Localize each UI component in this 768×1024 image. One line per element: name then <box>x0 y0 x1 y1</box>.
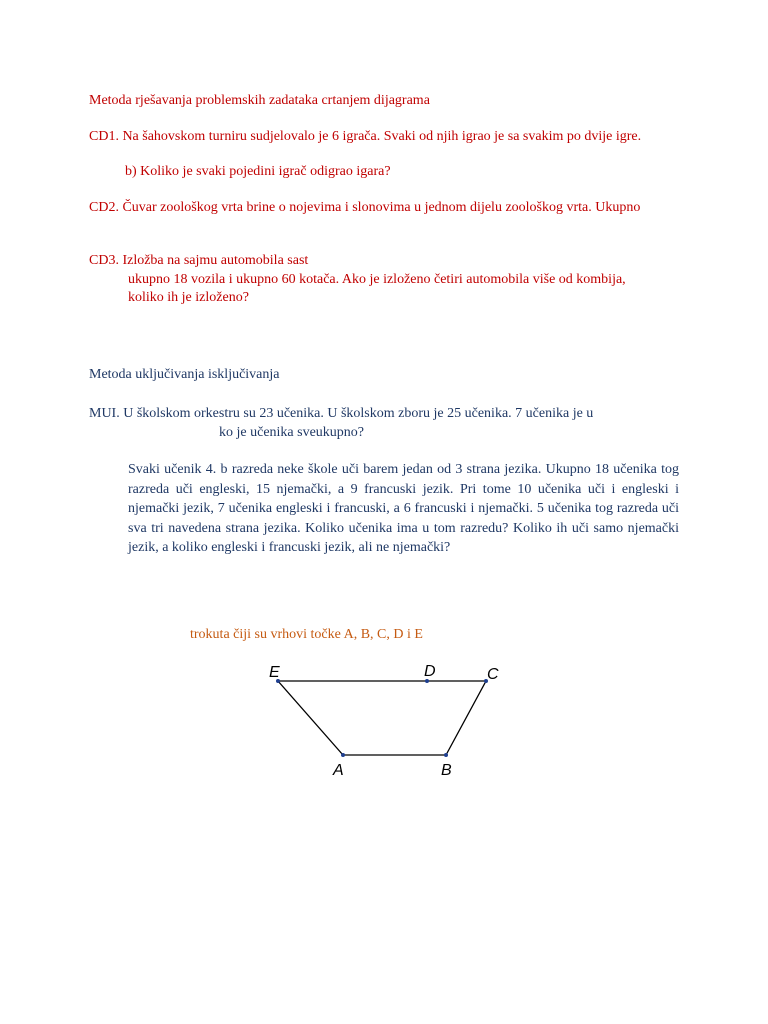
point-b <box>444 753 448 757</box>
problem-cd2: CD2. Čuvar zoološkog vrta brine o nojevima i slonovima u jednom dijelu zoološkog vrta. Ukupno <box>89 200 641 215</box>
label-e: E <box>269 664 280 681</box>
problem-cd3-line-1: CD3. Izložba na sajmu automobila sast <box>89 253 309 268</box>
trapezoid-outline <box>278 681 486 755</box>
problem-mui-line-2: ko je učenika sveukupno? <box>219 425 365 440</box>
section-heading-diagram-method: Metoda rješavanja problemskih zadataka crtanjem dijagrama <box>89 93 430 108</box>
label-a: A <box>333 762 344 779</box>
label-d: D <box>424 663 436 680</box>
triangles-caption: trokuta čiji su vrhovi točke A, B, C, D i E <box>190 627 423 642</box>
section-heading-inclusion-exclusion: Metoda uključivanja isključivanja <box>89 367 280 382</box>
label-b: B <box>441 762 452 779</box>
problem-cd3-line-2: ukupno 18 vozila i ukupno 60 kotača. Ako je izloženo četiri automobila više od kombija, <box>128 272 626 287</box>
problem-languages-paragraph: Svaki učenik 4. b razreda neke škole uči barem jedan od 3 strana jezika. Ukupno 18 učenika tog razreda uči engleski, 15 njemački, a 9 francuski jezik. Pri tome 10 učenika uči i engleski i njemački jezik, 7 učenika engleski i francuski, a 6 francuski i njemački. 5 učenika tog razreda uči sva tri navedena strana jezika. Koliko učenika ima u tom razredu? Koliko ih uči samo njemački jezik, a koliko engleski i francuski jezik, ali ne njemački? <box>128 462 679 555</box>
problem-mui-line-1: MUI. U školskom orkestru su 23 učenika. U školskom zboru je 25 učenika. 7 učenika je u <box>89 406 594 421</box>
point-a <box>341 753 345 757</box>
problem-cd1-part-b: b) Koliko je svaki pojedini igrač odigrao igara? <box>125 164 391 179</box>
problem-cd3-line-3: koliko ih je izloženo? <box>128 290 249 305</box>
label-c: C <box>487 666 499 683</box>
problem-cd1: CD1. Na šahovskom turniru sudjelovalo je 6 igrača. Svaki od njih igrao je sa svakim po dvije igre. <box>89 129 642 144</box>
